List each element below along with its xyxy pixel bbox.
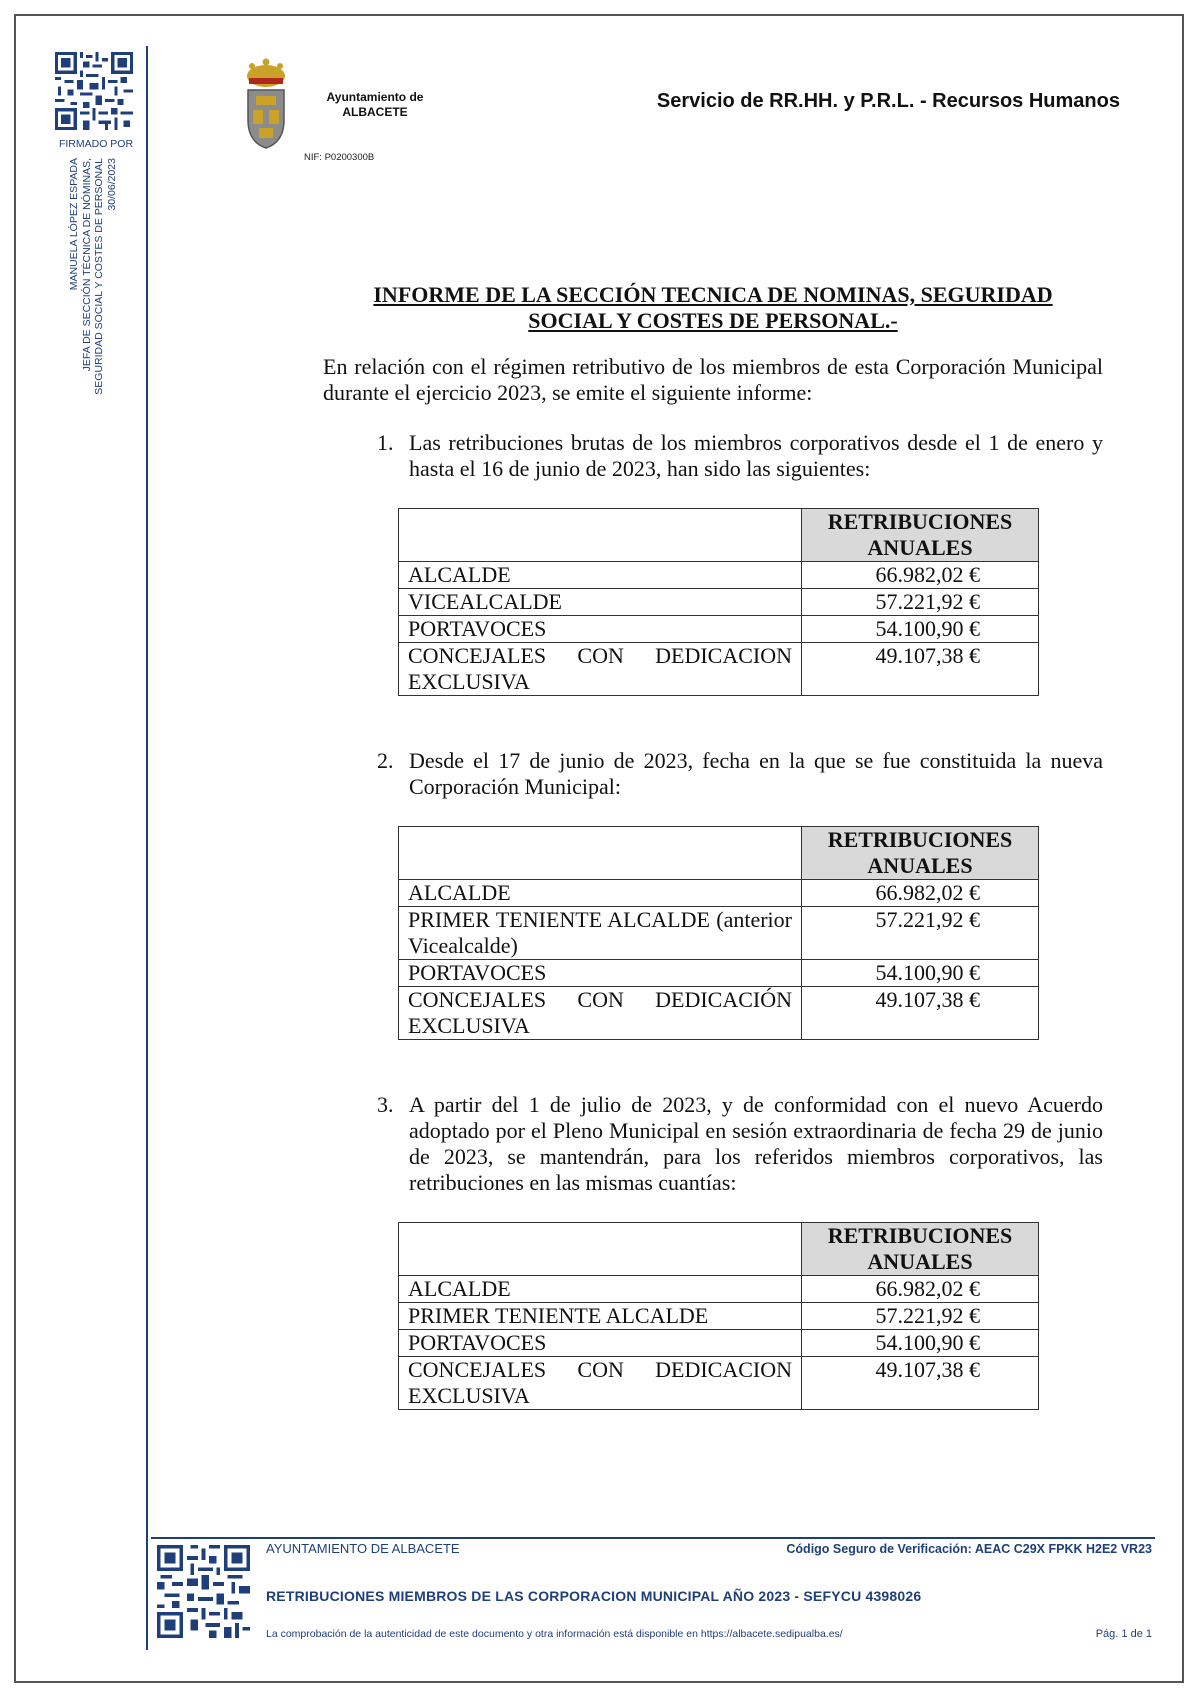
table-cell-amount: 57.221,92 € [802,1303,1039,1330]
table-cell-category: ALCALDE [399,1276,802,1303]
service-title: Servicio de RR.HH. y P.R.L. - Recursos Humanos [656,90,1120,112]
report-title-line1: INFORME DE LA SECCIÓN TECNICA DE NOMINAS, SEGURIDAD [373,282,1053,307]
remuneration-table-2 [398,826,1039,1040]
qr-code-icon [157,1545,250,1638]
table-cell-category: PORTAVOCES [399,1330,802,1357]
table-header-row [399,509,1039,562]
table-header-line1: RETRIBUCIONES [827,509,1013,534]
table-cell-category: VICEALCALDE [399,589,802,616]
report-body [323,282,1103,1410]
list-item-number: 2. [377,748,394,773]
table-cell-category: CONCEJALES CON DEDICACION EXCLUSIVA [399,1357,802,1410]
table-header-line2: ANUALES [867,1249,973,1274]
qr-code-icon [55,52,133,130]
table-cell-category: CONCEJALES CON DEDICACION EXCLUSIVA [399,643,802,696]
footer-organization: AYUNTAMIENTO DE ALBACETE [266,1541,460,1556]
table-cell-amount: 54.100,90 € [802,1330,1039,1357]
table-row [399,589,1039,616]
table-row [399,1276,1039,1303]
list-item-number: 1. [377,430,394,455]
table-header-row [399,1223,1039,1276]
table-row [399,880,1039,907]
table-cell-amount: 57.221,92 € [802,589,1039,616]
list-item-text: Desde el 17 de junio de 2023, fecha en la que se fue constituida la nueva Corporación Municipal: [409,748,1103,799]
table-header-empty-cell [399,1223,802,1276]
signer-position-line2: SEGURIDAD SOCIAL Y COSTES DE PERSONAL [93,158,105,395]
intro-paragraph: En relación con el régimen retributivo de los miembros de esta Corporación Municipal durante el ejercicio 2023, se emite el siguiente informe: [323,354,1103,405]
table-header-row [399,827,1039,880]
table-cell-amount: 66.982,02 € [802,562,1039,589]
verification-code: Código Seguro de Verificación: AEAC C29X FPKK H2E2 VR23 [786,1542,1152,1556]
table-cell-amount: 54.100,90 € [802,960,1039,987]
table-cell-category: ALCALDE [399,562,802,589]
table-cell-category: PRIMER TENIENTE ALCALDE [399,1303,802,1330]
table-row [399,1303,1039,1330]
list-item-number: 3. [377,1092,394,1117]
list-item [377,430,1103,482]
table-header-cell [802,1223,1039,1276]
table-cell-amount: 66.982,02 € [802,880,1039,907]
table-row [399,643,1039,696]
table-header-empty-cell [399,827,802,880]
table-cell-amount: 49.107,38 € [802,987,1039,1040]
table-header-line2: ANUALES [867,853,973,878]
table-header-cell [802,509,1039,562]
table-cell-category: ALCALDE [399,880,802,907]
table-header-line1: RETRIBUCIONES [827,1223,1013,1248]
signature-date: 30/06/2023 [105,158,118,211]
list-item [377,1092,1103,1196]
footer-document-title: RETRIBUCIONES MIEMBROS DE LAS CORPORACION MUNICIPAL AÑO 2023 - SEFYCU 4398026 [266,1588,922,1604]
remuneration-table-1 [398,508,1039,696]
signed-by-label: FIRMADO POR [58,138,134,150]
remuneration-table-3 [398,1222,1039,1410]
table-cell-amount: 57.221,92 € [802,907,1039,960]
table-row [399,960,1039,987]
table-cell-amount: 54.100,90 € [802,616,1039,643]
table-cell-category: PORTAVOCES [399,616,802,643]
organization-name [310,90,440,120]
organization-name-line1: Ayuntamiento de [326,90,424,104]
list-item [377,748,1103,800]
signer-name: MANUELA LÓPEZ ESPADA [68,158,80,291]
table-header-line1: RETRIBUCIONES [827,827,1013,852]
table-header-cell [802,827,1039,880]
table-row [399,616,1039,643]
table-row [399,1330,1039,1357]
table-cell-category: PORTAVOCES [399,960,802,987]
nif-label: NIF: P0200300B [304,152,375,163]
left-rule [146,46,148,1650]
table-row [399,987,1039,1040]
table-header-line2: ANUALES [867,535,973,560]
table-cell-amount: 49.107,38 € [802,1357,1039,1410]
table-header-empty-cell [399,509,802,562]
footer-verification-note: La comprobación de la autenticidad de este documento y otra información está disponible en https://albacete.sedipualba.es/ [266,1628,843,1640]
list-item-text: Las retribuciones brutas de los miembros corporativos desde el 1 de enero y hasta el 16 de junio de 2023, han sido las siguientes: [409,430,1103,481]
coat-of-arms-icon [242,58,290,150]
footer-rule [151,1537,1155,1539]
organization-name-line2: ALBACETE [342,105,408,119]
table-row [399,1357,1039,1410]
table-cell-category: CONCEJALES CON DEDICACIÓN EXCLUSIVA [399,987,802,1040]
signer-position-line1: JEFA DE SECCIÓN TÉCNICA DE NÓMINAS, [80,158,93,372]
table-cell-category: PRIMER TENIENTE ALCALDE (anterior Vicealcalde) [399,907,802,960]
table-row [399,562,1039,589]
table-cell-amount: 66.982,02 € [802,1276,1039,1303]
signature-block [62,158,124,418]
table-cell-amount: 49.107,38 € [802,643,1039,696]
table-row [399,907,1039,960]
report-title [323,282,1103,334]
page-number: Pág. 1 de 1 [1095,1628,1152,1640]
list-item-text: A partir del 1 de julio de 2023, y de conformidad con el nuevo Acuerdo adoptado por el Pleno Municipal en sesión extraordinaria de fecha 29 de junio de 2023, se mantendrán, para los referidos miembros corporativos, las retribuciones en las mismas cuantías: [409,1092,1103,1195]
report-title-line2: SOCIAL Y COSTES DE PERSONAL.- [528,308,898,333]
